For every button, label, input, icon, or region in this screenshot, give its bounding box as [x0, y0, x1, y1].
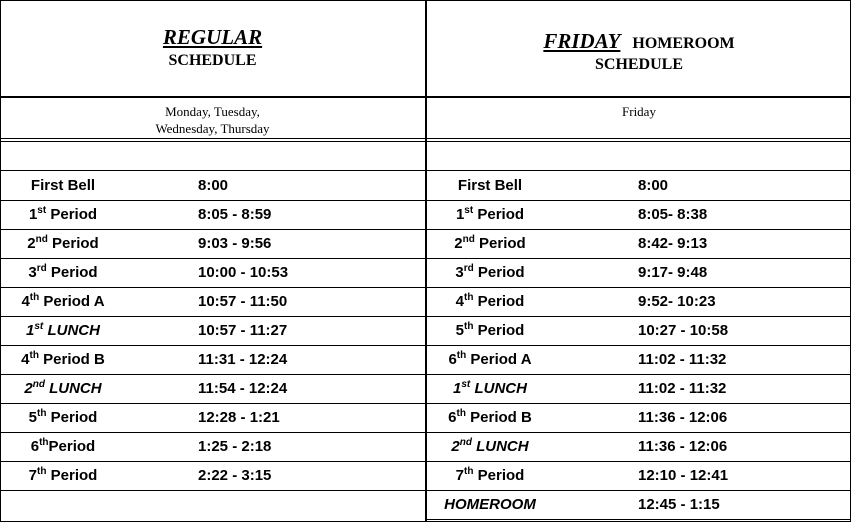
period-label: 7th Period: [455, 466, 525, 484]
row-divider: [427, 519, 851, 520]
period-time: 9:17- 9:48: [638, 264, 708, 281]
period-label: 7th Period: [28, 466, 98, 484]
period-label: 4th Period A: [21, 292, 105, 310]
period-time: 12:10 - 12:41: [638, 467, 729, 484]
period-label: 3rd Period: [455, 263, 525, 281]
header-left-subtitle: SCHEDULE: [168, 52, 257, 69]
period-time: 10:00 - 10:53: [198, 264, 289, 281]
period-time: 8:00: [198, 177, 229, 194]
period-label: 2nd LUNCH: [24, 379, 102, 397]
period-time: 11:36 - 12:06: [638, 409, 728, 426]
period-time: 12:45 - 1:15: [638, 496, 720, 513]
period-label: 6th Period A: [448, 350, 532, 368]
header-right: [427, 29, 851, 74]
period-time: 8:05- 8:38: [638, 206, 708, 223]
period-label: 4th Period B: [21, 350, 105, 368]
period-label: 1st LUNCH: [453, 379, 527, 397]
period-time: 10:57 - 11:50: [198, 293, 288, 310]
period-label: 2nd Period: [454, 234, 526, 252]
header-right-homeroom: HOMEROOM: [632, 35, 735, 52]
days-left-line2: Wednesday, Thursday: [155, 121, 270, 136]
days-right-label: Friday: [622, 104, 656, 119]
period-label: 2nd LUNCH: [451, 437, 529, 455]
period-label: 4th Period: [455, 292, 525, 310]
row-divider: [0, 490, 425, 491]
days-divider: [0, 138, 851, 139]
period-time: 11:02 - 11:32: [638, 351, 727, 368]
period-label: First Bell: [457, 177, 523, 194]
period-time: 2:22 - 3:15: [198, 467, 272, 484]
header-left: [0, 25, 425, 70]
days-left-line1: Monday, Tuesday,: [165, 104, 260, 119]
period-time: 11:36 - 12:06: [638, 438, 728, 455]
days-left: [0, 103, 425, 137]
period-time: 8:00: [638, 177, 669, 194]
period-time: 12:28 - 1:21: [198, 409, 280, 426]
period-label: 1st Period: [28, 205, 98, 223]
period-label: 1st Period: [455, 205, 525, 223]
period-time: 11:02 - 11:32: [638, 380, 727, 397]
period-time: 9:52- 10:23: [638, 293, 716, 310]
period-label: HOMEROOM: [444, 496, 536, 513]
period-time: 1:25 - 2:18: [198, 438, 272, 455]
header-divider: [0, 96, 851, 98]
period-label: First Bell: [30, 177, 96, 194]
period-label: 5th Period: [28, 408, 98, 426]
period-label: 5th Period: [455, 321, 525, 339]
period-time: 10:57 - 11:27: [198, 322, 288, 339]
header-right-subtitle: SCHEDULE: [594, 56, 684, 73]
period-time: 9:03 - 9:56: [198, 235, 272, 252]
period-time: 8:05 - 8:59: [198, 206, 272, 223]
period-time: 8:42- 9:13: [638, 235, 708, 252]
period-label: 1st LUNCH: [26, 321, 100, 339]
period-time: 10:27 - 10:58: [638, 322, 729, 339]
period-time: 11:31 - 12:24: [198, 351, 288, 368]
period-time: 11:54 - 12:24: [198, 380, 288, 397]
header-right-title: FRIDAY: [543, 29, 621, 53]
period-label: 2nd Period: [27, 234, 99, 252]
days-right: [427, 103, 851, 120]
days-divider-double: [0, 141, 851, 142]
period-label: 6th Period B: [448, 408, 532, 426]
period-label: 3rd Period: [28, 263, 98, 281]
period-label: 6thPeriod: [30, 437, 96, 455]
header-left-title: REGULAR: [162, 25, 263, 49]
